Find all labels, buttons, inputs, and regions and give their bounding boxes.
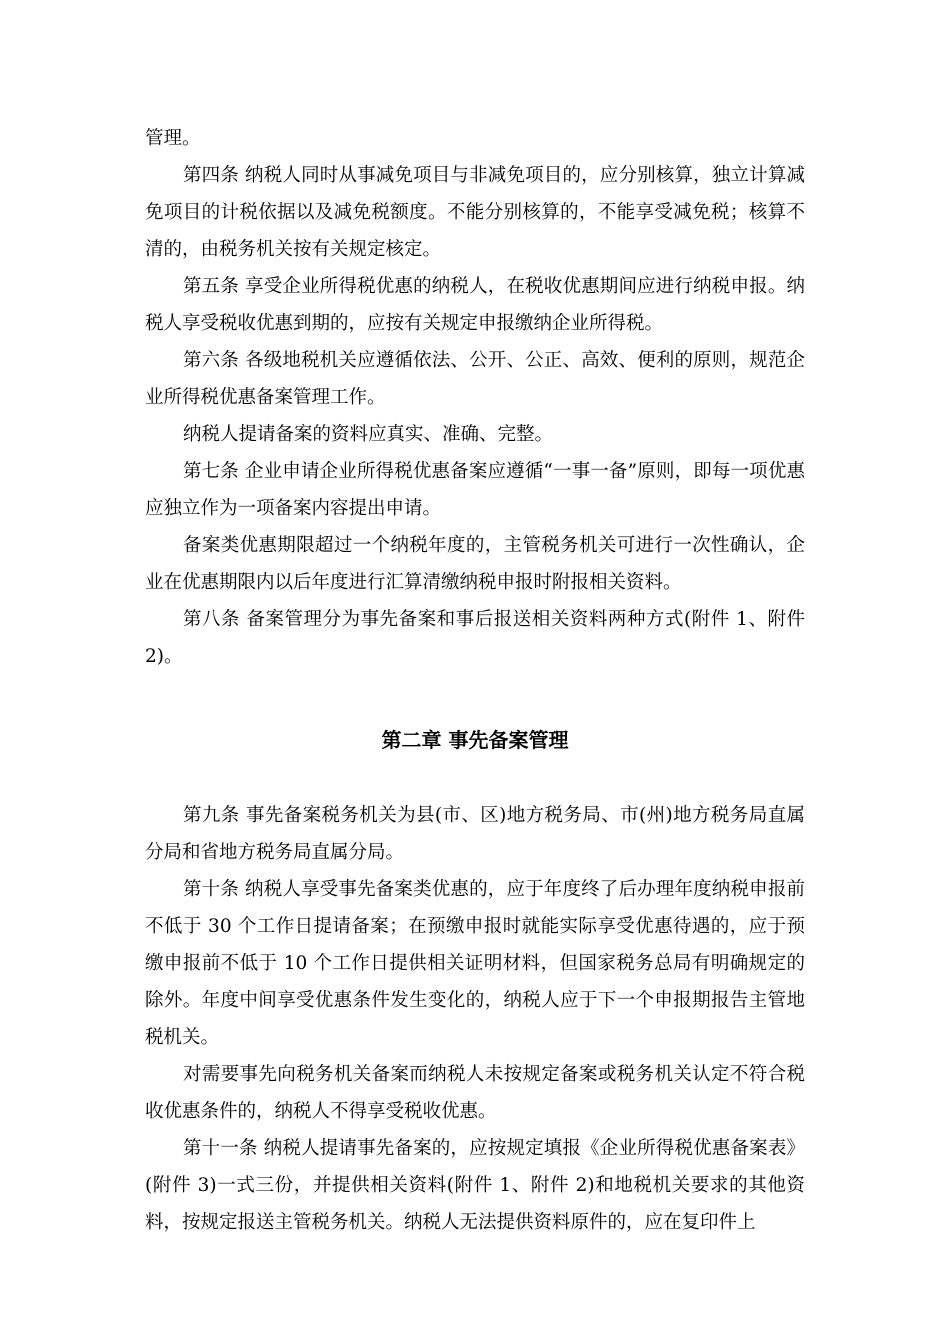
article-6-clause-2: 纳税人提请备案的资料应真实、准确、完整。 <box>183 424 554 445</box>
article-5: 第五条 享受企业所得税优惠的纳税人，在税收优惠期间应进行纳税申报。纳税人享受税收优惠到期的，应按有关规定申报缴纳企业所得税。 <box>145 276 805 334</box>
article-9: 第九条 事先备案税务机关为县(市、区)地方税务局、市(州)地方税务局直属分局和省地方税务局直属分局。 <box>145 805 805 863</box>
document-body <box>145 120 805 1241</box>
article-10: 第十条 纳税人享受事先备案类优惠的，应于年度终了后办理年度纳税申报前不低于 30 个工作日提请备案；在预缴申报时就能实际享受优惠待遇的，应于预缴申报前不低于 10 个工作日提供相关证明材料，但国家税务总局有明确规定的除外。年度中间享受优惠条件发生变化的，纳税人应于下一个申报期报告主管地税机关。 <box>145 879 805 1048</box>
article-11: 第十一条 纳税人提请事先备案的，应按规定填报《企业所得税优惠备案表》(附件 3)一式三份，并提供相关资料(附件 1、附件 2)和地税机关要求的其他资料，按规定报送主管税务机关。纳税人无法提供资料原件的，应在复印件上 <box>145 1138 805 1233</box>
article-7: 第七条 企业申请企业所得税优惠备案应遵循“一事一备”原则，即每一项优惠应独立作为一项备案内容提出申请。 <box>145 461 805 519</box>
spacer <box>145 759 805 797</box>
article-7-clause-2: 备案类优惠期限超过一个纳税年度的，主管税务机关可进行一次性确认，企业在优惠期限内以后年度进行汇算清缴纳税申报时附报相关资料。 <box>145 535 805 593</box>
chapter-heading: 第二章 事先备案管理 <box>381 728 569 752</box>
article-10-clause-2: 对需要事先向税务机关备案而纳税人未按规定备案或税务机关认定不符合税收优惠条件的，纳税人不得享受税收优惠。 <box>145 1064 805 1122</box>
spacer <box>145 675 805 722</box>
article-4: 第四条 纳税人同时从事减免项目与非减免项目的，应分别核算，独立计算减免项目的计税依据以及减免税额度。不能分别核算的，不能享受减免税；核算不清的，由税务机关按有关规定核定。 <box>145 165 805 260</box>
article-8: 第八条 备案管理分为事先备案和事后报送相关资料两种方式(附件 1、附件 2)。 <box>145 609 805 667</box>
article-6: 第六条 各级地税机关应遵循依法、公开、公正、高效、便利的原则，规范企业所得税优惠备案管理工作。 <box>145 350 805 408</box>
paragraph-continuation: 管理。 <box>145 128 201 149</box>
